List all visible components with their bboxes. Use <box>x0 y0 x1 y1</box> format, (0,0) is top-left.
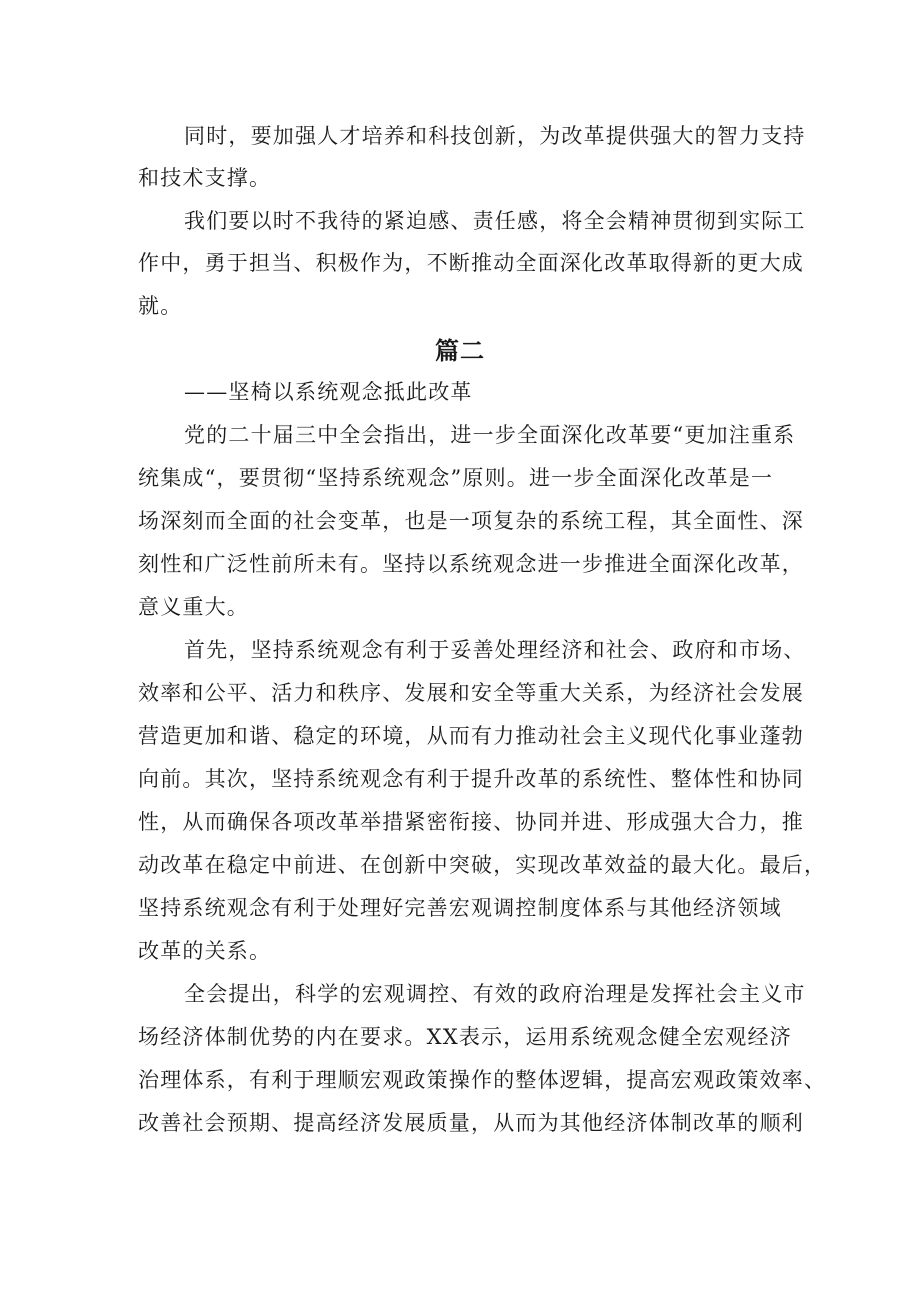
paragraph-3-line-4: 刻性和广泛性前所未有。坚持以系统观念进一步推进全面深化改革， <box>138 552 804 576</box>
paragraph-4-line-1: 首先，坚持系统观念有利于妥善处理经济和社会、政府和市场、 <box>184 638 806 662</box>
paragraph-5-line-2: 场经济体制优势的内在要求。XX表示，运用系统观念健全宏观经济 <box>138 1025 792 1049</box>
paragraph-1-line-1: 同时，要加强人才培养和科技创新，为改革提供强大的智力支持 <box>184 124 806 148</box>
paragraph-4-line-3: 营造更加和谐、稳定的环境，从而有力推动社会主义现代化事业蓬勃 <box>138 724 804 748</box>
paragraph-5-line-3: 治理体系，有利于理顺宏观政策操作的整体逻辑，提高宏观政策效率、 <box>138 1068 827 1092</box>
paragraph-3-line-2: 统集成“，要贯彻“坚持系统观念”原则。进一步全面深化改革是一 <box>138 466 774 490</box>
paragraph-2-line-3: 就。 <box>138 294 183 318</box>
paragraph-4-line-6: 动改革在稳定中前进、在创新中突破，实现改革效益的最大化。最后， <box>138 853 827 877</box>
paragraph-4-line-4: 向前。其次，坚持系统观念有利于提升改革的系统性、整体性和协同 <box>138 767 804 791</box>
paragraph-3-line-3: 场深刻而全面的社会变革，也是一项复杂的系统工程，其全面性、深 <box>138 509 804 533</box>
paragraph-4-line-7: 坚持系统观念有利于处理好完善宏观调控制度体系与其他经济领域 <box>138 896 782 920</box>
paragraph-1-line-2: 和技术支撑。 <box>138 166 272 190</box>
section-heading: 篇二 <box>435 336 485 365</box>
paragraph-2-line-1: 我们要以时不我待的紧迫感、责任感，将全会精神贯彻到实际工 <box>184 209 806 233</box>
paragraph-4-line-8: 改革的关系。 <box>138 939 272 963</box>
paragraph-4-line-2: 效率和公平、活力和秩序、发展和安全等重大关系，为经济社会发展 <box>138 681 804 705</box>
paragraph-3-line-1: 党的二十届三中全会指出，进一步全面深化改革要“更加注重系 <box>184 423 796 447</box>
paragraph-3-line-5: 意义重大。 <box>138 595 249 619</box>
paragraph-5-line-4: 改善社会预期、提高经济发展质量，从而为其他经济体制改革的顺利 <box>138 1111 804 1135</box>
section-subtitle: ——坚椅以系统观念抵此改革 <box>184 380 473 404</box>
paragraph-2-line-2: 作中，勇于担当、积极作为，不断推动全面深化改革取得新的更大成 <box>138 251 804 275</box>
paragraph-4-line-5: 性，从而确保各项改革举措紧密衔接、协同并进、形成强大合力，推 <box>138 810 804 834</box>
paragraph-5-line-1: 全会提出，科学的宏观调控、有效的政府治理是发挥社会主义市 <box>184 982 806 1006</box>
